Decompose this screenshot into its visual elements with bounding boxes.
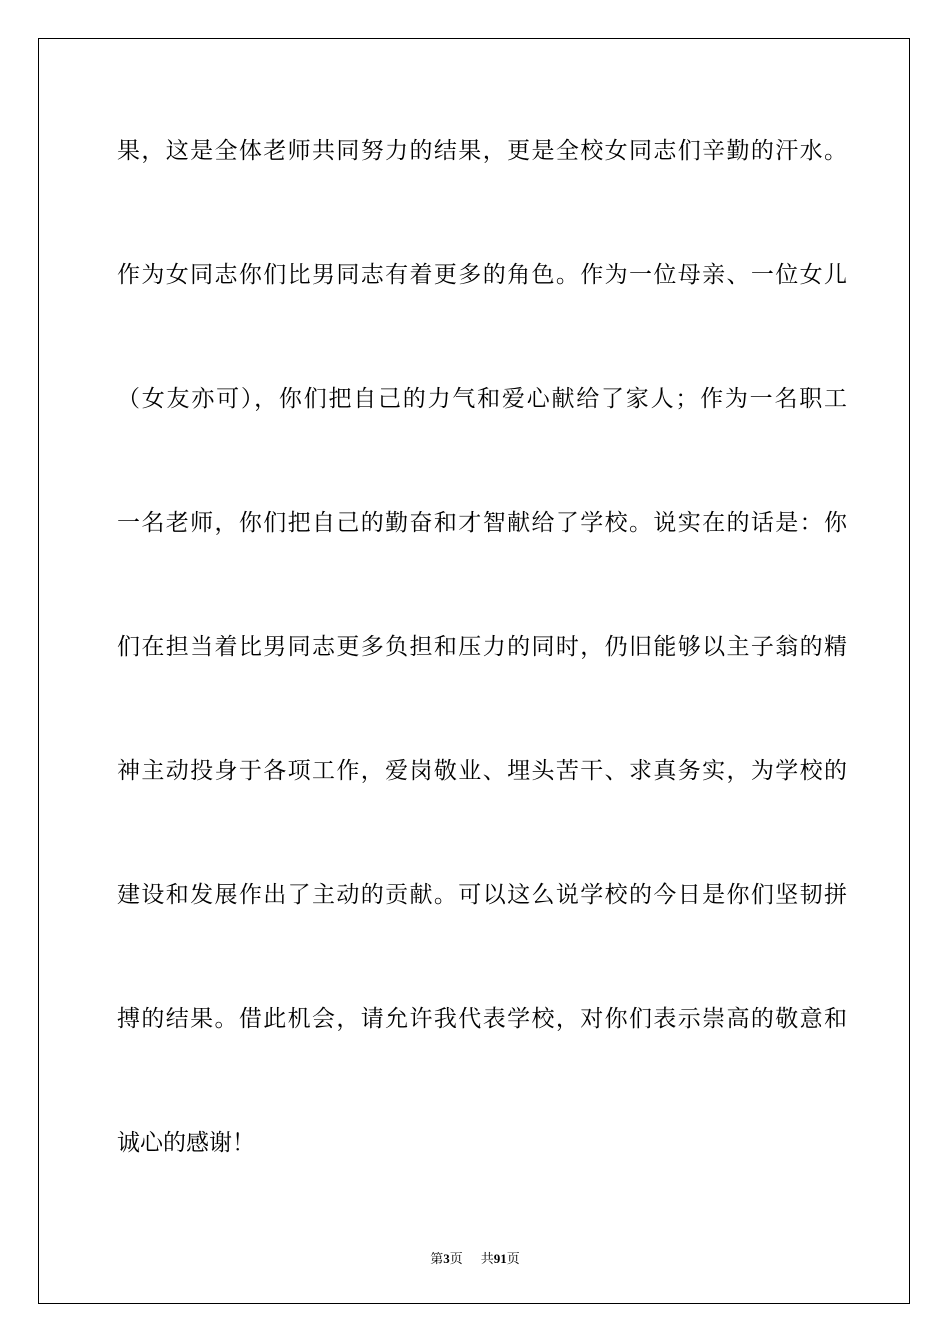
- footer-total-pages: 91: [493, 1251, 507, 1266]
- body-line: 建设和发展作出了主动的贡献。可以这么说学校的今日是你们坚韧拼: [117, 882, 847, 908]
- footer-total-prefix: 共: [480, 1252, 494, 1267]
- body-line: 作为女同志你们比男同志有着更多的角色。作为一位母亲、一位女儿: [117, 262, 847, 288]
- body-line: 果，这是全体老师共同努力的结果，更是全校女同志们辛勤的汗水。: [117, 138, 847, 164]
- page-footer: [0, 1248, 950, 1267]
- footer-page-suffix: 页: [449, 1252, 463, 1267]
- body-line: 神主动投身于各项工作，爱岗敬业、埋头苦干、求真务实，为学校的: [117, 758, 847, 784]
- body-line: 一名老师，你们把自己的勤奋和才智献给了学校。说实在的话是：你: [117, 510, 847, 536]
- footer-page-number: 3: [443, 1251, 450, 1266]
- body-line: 们在担当着比男同志更多负担和压力的同时，仍旧能够以主子翁的精: [117, 634, 847, 660]
- body-line: （女友亦可），你们把自己的力气和爱心献给了家人；作为一名职工: [117, 386, 847, 412]
- footer-total-suffix: 页: [506, 1252, 520, 1267]
- document-body: [117, 131, 847, 1247]
- footer-page-prefix: 第: [430, 1252, 444, 1267]
- body-line: 搏的结果。借此机会，请允许我代表学校，对你们表示崇高的敬意和: [117, 1006, 847, 1032]
- body-line: 诚心的感谢！: [117, 1130, 255, 1156]
